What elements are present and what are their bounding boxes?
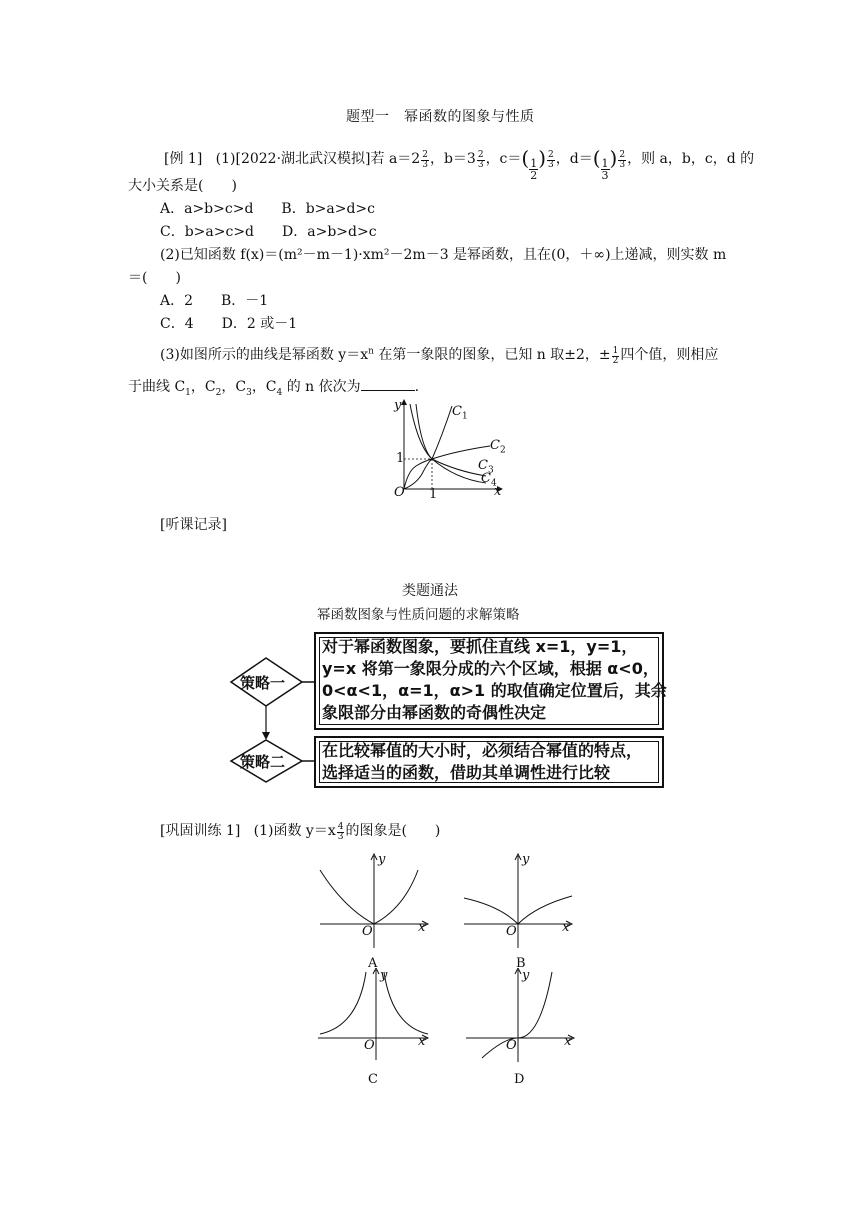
label-c2: $C_2$ bbox=[490, 438, 506, 456]
graph-x-one: 1 bbox=[429, 487, 438, 502]
answer-blank bbox=[361, 378, 415, 391]
curve-option-c-right bbox=[384, 972, 428, 1034]
option-b-letter: B bbox=[516, 956, 526, 971]
half-fraction: $\frac{1}{2}$ bbox=[530, 157, 538, 182]
q1-line2: 大小关系是( ) bbox=[128, 178, 237, 194]
label-c4: $C_4$ bbox=[481, 471, 497, 489]
strategy1-line: 0<α<1，α=1，α>1 的取值确定位置后，其余 bbox=[322, 681, 667, 700]
graph-origin-label: O bbox=[394, 485, 405, 500]
half-fraction-q3: $\frac{1}{2}$ bbox=[612, 346, 619, 366]
graph-x-label: x bbox=[494, 484, 502, 499]
option-a-letter: A bbox=[368, 956, 378, 971]
curve-option-a bbox=[320, 870, 418, 924]
exp-fraction-a: $\frac{2}{3}$ bbox=[422, 150, 428, 170]
strategy-flowchart bbox=[228, 628, 668, 792]
option-b-graph[interactable]: y x O B bbox=[460, 852, 580, 980]
q2-line1: (2)已知函数 f(x)＝(m²－m－1)·xm²－2m－3 是幂函数，且在(0，＋∞)上递减，则实数 m bbox=[160, 247, 727, 263]
label-c1: $C_1$ bbox=[452, 404, 468, 422]
label-c3: $C_3$ bbox=[478, 458, 494, 476]
strategy1-line: 象限部分由幂函数的奇偶性决定 bbox=[322, 703, 547, 722]
strategy1-label: 策略一 bbox=[240, 674, 286, 692]
exp-fraction-c: $\frac{2}{3}$ bbox=[548, 150, 554, 170]
strategy2-box bbox=[314, 736, 664, 788]
strategy1-line: 对于幂函数图象，要抓住直线 x=1，y=1， bbox=[322, 637, 638, 656]
q1-options-row1: A．a>b>c>d B．b>a>d>c bbox=[160, 201, 376, 217]
curve-option-c-left bbox=[320, 972, 366, 1034]
exercise-exp-fraction: $\frac{4}{3}$ bbox=[337, 822, 344, 842]
exp-fraction-d: $\frac{2}{3}$ bbox=[619, 150, 626, 170]
strategy2-line: 在比较幂值的大小时，必须结合幂值的特点， bbox=[322, 741, 643, 760]
curve-c4 bbox=[416, 404, 486, 483]
method-title: 类题通法 bbox=[402, 583, 458, 599]
q1-part: (1) bbox=[215, 151, 236, 167]
q1-source: [2022·湖北武汉模拟] bbox=[235, 151, 371, 167]
q3-line2: 于曲线 $C_1$，$C_2$，$C_3$，$C_4$ 的 n 依次为 . bbox=[128, 379, 420, 398]
curve-c1 bbox=[404, 406, 452, 489]
power-function-graph bbox=[386, 396, 506, 502]
q1-text-d: ，d＝ bbox=[555, 151, 593, 167]
q2-line2: ＝( ) bbox=[128, 270, 181, 286]
q1-text-b: ，b＝3 bbox=[429, 151, 476, 167]
option-d-graph[interactable]: y x O D bbox=[460, 968, 580, 1092]
strategy1-box bbox=[314, 632, 667, 730]
exercise-line: [巩固训练 1] (1)函数 y＝x $\frac{4}{3}$ 的图象是( ) bbox=[160, 822, 441, 842]
down-arrow-icon bbox=[262, 732, 270, 740]
option-c-graph[interactable]: y x O C bbox=[314, 968, 434, 1092]
q3-line1: (3)如图所示的曲线是幂函数 $y=x^n$ 在第一象限的图象，已知 n 取±2，± $\frac{1}{2}$ 四个值，则相应 bbox=[160, 346, 719, 366]
q1-text-a: 若 a＝2 bbox=[370, 151, 421, 167]
method-subtitle: 幂函数图象与性质问题的求解策略 bbox=[317, 607, 520, 623]
q2-options-row1: A．2 B．－1 bbox=[160, 293, 269, 309]
option-a-graph[interactable]: y x O A bbox=[314, 852, 434, 980]
strategy2-label: 策略二 bbox=[240, 753, 286, 771]
option-c-letter: C bbox=[368, 1072, 378, 1087]
exercise-label: [巩固训练 1] bbox=[160, 823, 241, 839]
strategy2-line: 选择适当的函数，借助其单调性进行比较 bbox=[322, 763, 611, 782]
graph-y-one: 1 bbox=[396, 451, 405, 466]
q2-options-row2: C．4 D．2 或－1 bbox=[160, 316, 298, 332]
third-fraction: $\frac{1}{3}$ bbox=[601, 157, 609, 182]
option-d-letter: D bbox=[514, 1072, 525, 1087]
curve-option-d bbox=[482, 972, 552, 1058]
example-label: [例 1] bbox=[164, 151, 203, 167]
q1-text-c: ，c＝ bbox=[485, 151, 522, 167]
notes-label: [听课记录] bbox=[160, 517, 227, 533]
graph-y-label: y bbox=[394, 398, 402, 413]
example-q1-line1: [例 1] (1)[2022·湖北武汉模拟]若 a＝2 $\frac{2}{3}$ ，b＝3 $\frac{2}{3}$ ，c＝( $\frac{1}{2}$ ) $\frac{2}{3}$ ，d＝( $\frac{1}{3}$ ) $\frac{2}{3}$ ，则 a，b，c，d 的 bbox=[164, 146, 755, 182]
exp-fraction-b: $\frac{2}{3}$ bbox=[477, 150, 484, 170]
q1-options-row2: C．b>a>c>d D．a>b>d>c bbox=[160, 224, 377, 240]
curve-c3 bbox=[410, 404, 486, 476]
q1-tail: ，则 a，b，c，d 的 bbox=[627, 151, 755, 167]
strategy1-line: y=x 将第一象限分成的六个区域，根据 α<0， bbox=[322, 659, 659, 678]
section-title: 题型一 幂函数的图象与性质 bbox=[346, 109, 535, 125]
